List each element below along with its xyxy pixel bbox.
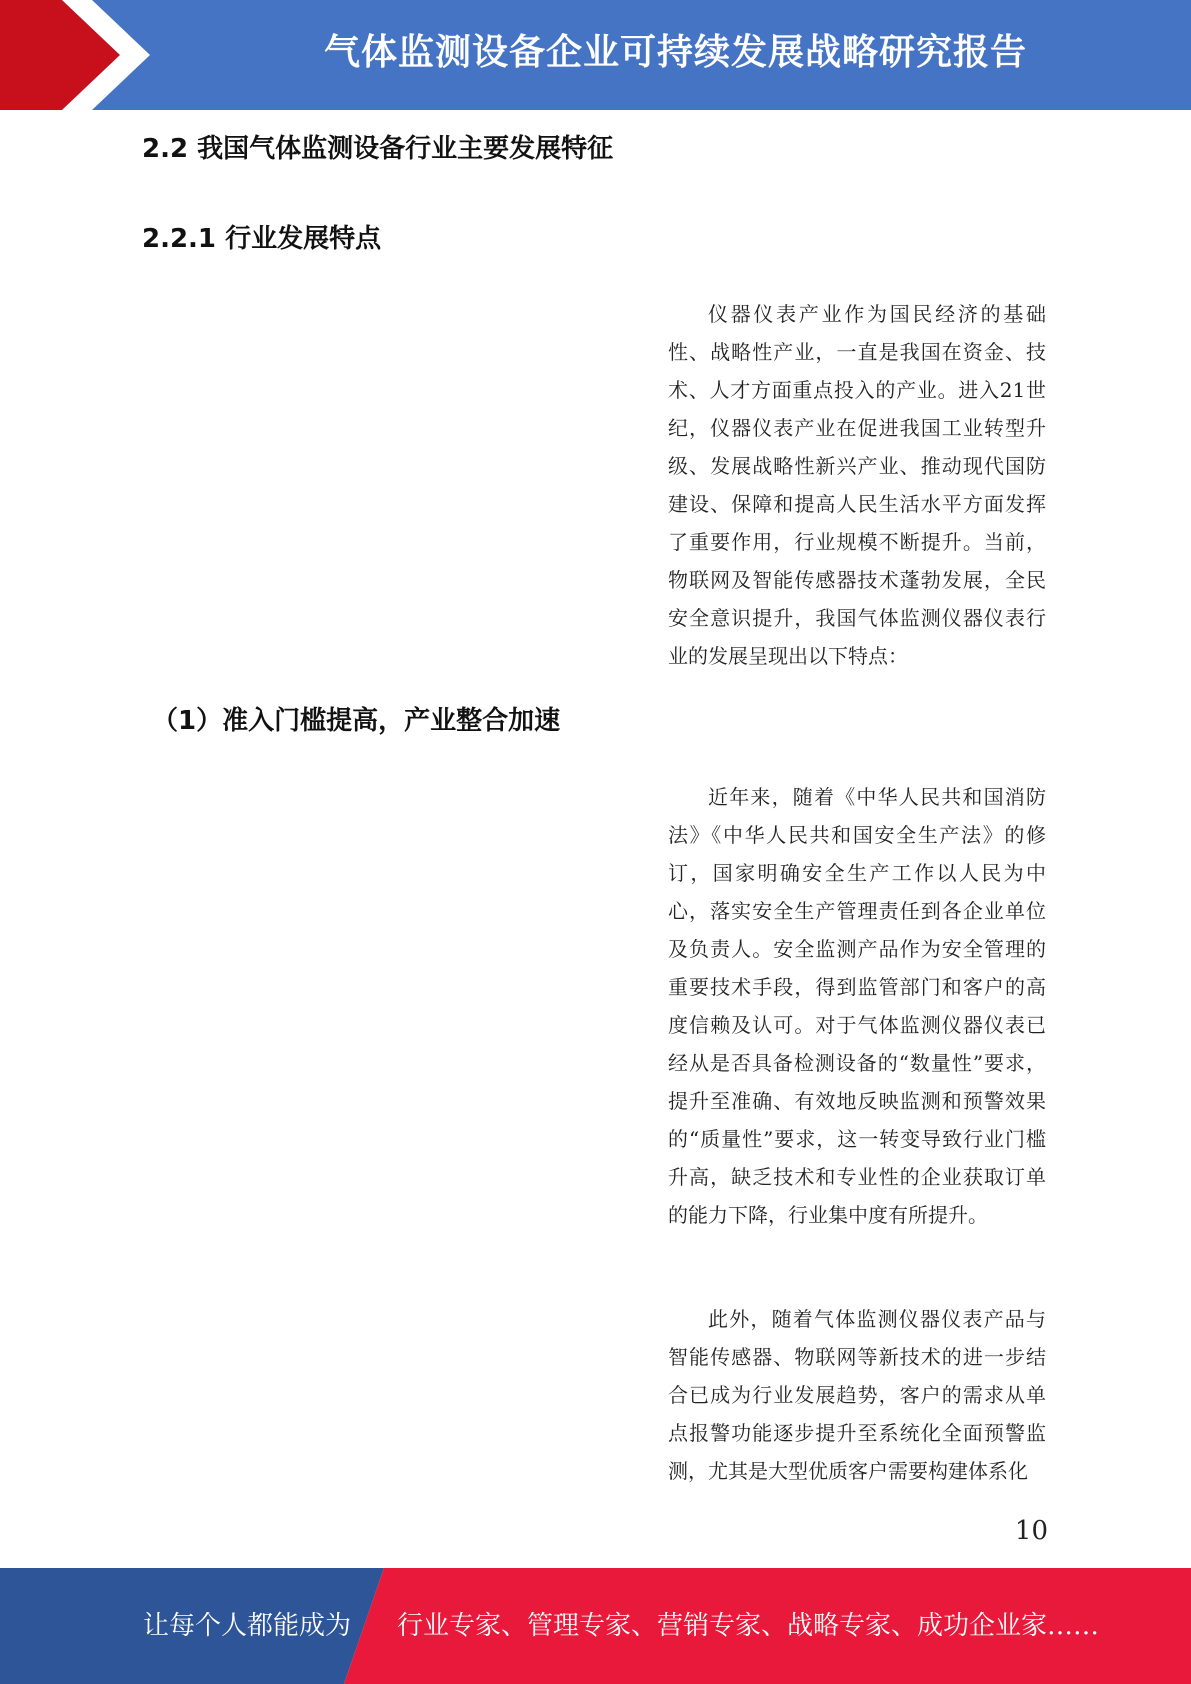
page-number: 10 (1014, 1516, 1048, 1546)
point-heading: （1）准入门槛提高，产业整合加速 (152, 706, 561, 736)
paragraph-integration: 此外，随着气体监测仪器仪表产品与智能传感器、物联网等新技术的进一步结合已成为行业发展趋势，客户的需求从单点报警功能逐步提升至系统化全面预警监测，尤其是大型优质客户需要构建体系化 (668, 1307, 1046, 1483)
section-heading: 2.2 我国气体监测设备行业主要发展特征 (142, 134, 614, 164)
footer-band (0, 1568, 1191, 1684)
paragraph-intro: 仪器仪表产业作为国民经济的基础性、战略性产业，一直是我国在资金、技术、人才方面重点投入的产业。进入21世纪，仪器仪表产业在促进我国工业转型升级、发展战略性新兴产业、推动现代国防建设、保障和提高人民生活水平方面发挥了重要作用，行业规模不断提升。当前，物联网及智能传感器技术蓬勃发展，全民安全意识提升，我国气体监测仪器仪表行业的发展呈现出以下特点： (668, 302, 1046, 668)
report-title: 气体监测设备企业可持续发展战略研究报告 (323, 32, 1027, 73)
footer-slogan-left: 让每个人都能成为 (143, 1611, 352, 1641)
paragraph-threshold: 近年来，随着《中华人民共和国消防法》《中华人民共和国安全生产法》的修订，国家明确安全生产工作以人民为中心，落实安全生产管理责任到各企业单位及负责人。安全监测产品作为安全管理的重要技术手段，得到监管部门和客户的高度信赖及认可。对于气体监测仪器仪表已经从是否具备检测设备的“数量性”要求，提升至准确、有效地反映监测和预警效果的“质量性”要求，这一转变导致行业门槛升高，缺乏技术和专业性的企业获取订单的能力下降，行业集中度有所提升。 (668, 785, 1046, 1227)
header-band (0, 0, 1191, 110)
footer-slogan-right: 行业专家、管理专家、营销专家、战略专家、成功企业家…… (397, 1611, 1100, 1641)
subsection-heading: 2.2.1 行业发展特点 (142, 224, 382, 254)
